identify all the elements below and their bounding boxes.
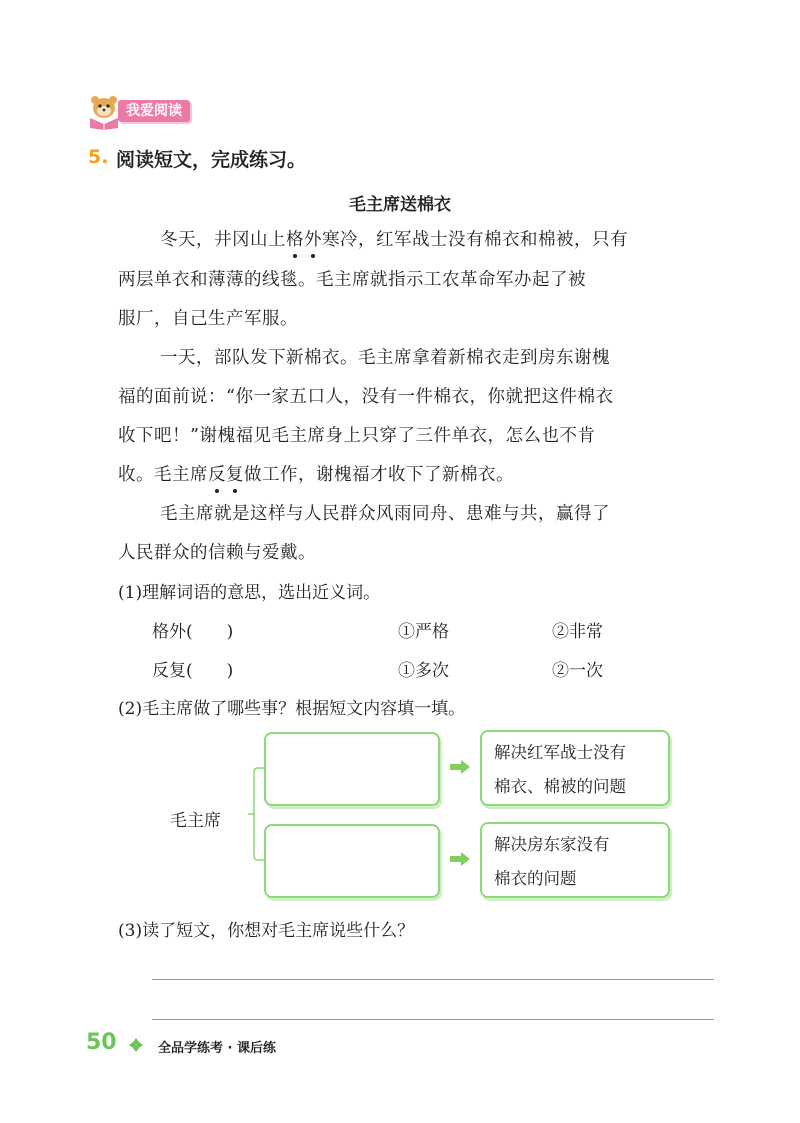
story-line: 收。毛主席反复做工作，谢槐福才收下了新棉衣。: [118, 461, 514, 486]
emphasized-char: 外: [304, 226, 322, 251]
result-text: 棉衣、棉被的问题: [494, 777, 626, 796]
emphasized-char: 格: [286, 226, 304, 251]
option-1[interactable]: ①多次: [398, 661, 449, 681]
answer-line-1[interactable]: [152, 979, 714, 980]
footer-brand: 全品学练考 · 课后练: [158, 1041, 276, 1056]
vocab-word[interactable]: 格外( ): [152, 622, 234, 642]
diagram-subject: 毛主席: [170, 811, 221, 831]
answer-box-2[interactable]: [264, 824, 440, 898]
answer-box-1[interactable]: [264, 732, 440, 806]
vocab-word[interactable]: 反复( ): [152, 661, 234, 681]
story-line: 收下吧！”谢槐福见毛主席身上只穿了三件单衣，怎么也不肯: [118, 426, 596, 446]
answer-line-2[interactable]: [152, 1019, 714, 1020]
story-line: 一天，部队发下新棉衣。毛主席拿着新棉衣走到房东谢槐: [160, 348, 610, 368]
section-badge: [86, 94, 206, 130]
result-text: 棉衣的问题: [494, 869, 577, 888]
badge-label: 我爱阅读: [118, 100, 190, 122]
arrow-right-icon: [450, 760, 470, 774]
question-title: 阅读短文，完成练习。: [116, 149, 307, 171]
story-line: 福的面前说：“你一家五口人，没有一件棉衣，你就把这件棉衣: [118, 387, 614, 407]
sub-question-3-prompt: (3)读了短文，你想对毛主席说些什么？: [118, 921, 415, 941]
result-text: 解决红军战士没有: [494, 743, 626, 762]
reading-mascot-icon: [86, 94, 122, 130]
clover-icon: [128, 1037, 144, 1053]
arrow-right-icon: [450, 852, 470, 866]
story-line: 人民群众的信赖与爱戴。: [118, 543, 316, 563]
emphasized-char: 复: [226, 461, 244, 486]
result-text: 解决房东家没有: [494, 835, 610, 854]
option-1[interactable]: ①严格: [398, 622, 449, 642]
story-line: 毛主席就是这样与人民群众风雨同舟、患难与共，赢得了: [160, 504, 610, 524]
result-box-1: [480, 730, 670, 806]
question-number: 5.: [88, 146, 109, 168]
result-box-2: [480, 822, 670, 898]
emphasized-char: 反: [208, 461, 226, 486]
story-line: 服厂，自己生产军服。: [118, 309, 298, 329]
option-2[interactable]: ②一次: [552, 661, 603, 681]
page-number: 50: [86, 1030, 117, 1055]
option-2[interactable]: ②非常: [552, 622, 603, 642]
story-line: 冬天，井冈山上格外寒冷，红军战士没有棉衣和棉被，只有: [160, 226, 628, 251]
sub-question-2-prompt: (2)毛主席做了哪些事？根据短文内容填一填。: [118, 699, 466, 719]
story-title: 毛主席送棉衣: [349, 195, 451, 215]
sub-question-1-prompt: (1)理解词语的意思，选出近义词。: [118, 583, 381, 603]
story-line: 两层单衣和薄薄的线毯。毛主席就指示工农革命军办起了被: [118, 270, 586, 290]
